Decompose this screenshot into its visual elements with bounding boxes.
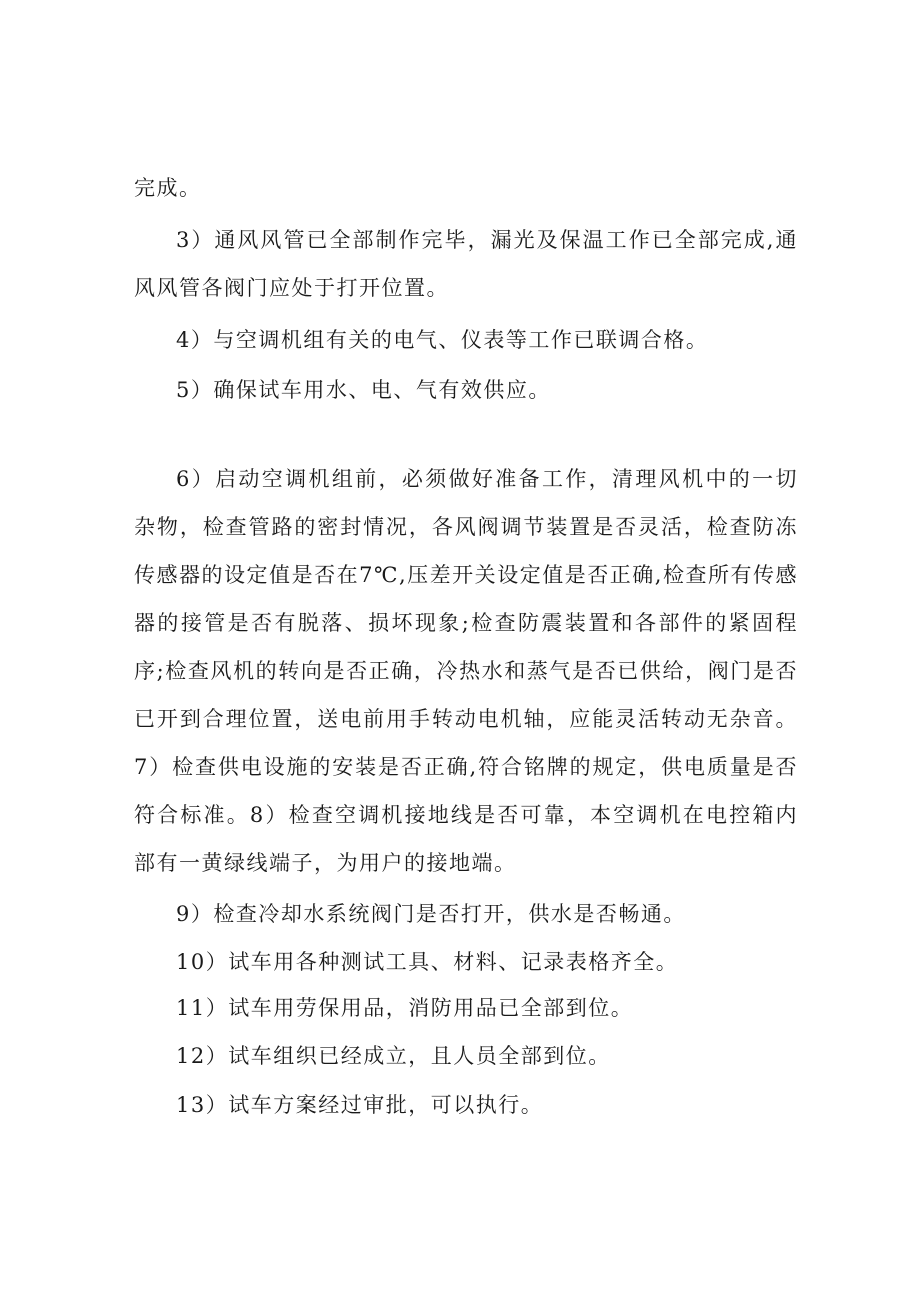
paragraph-item-4: 4）与空调机组有关的电气、仪表等工作已联调合格。 [176, 328, 709, 352]
paragraph-item-9: 9）检查冷却水系统阀门是否打开，供水是否畅通。 [176, 902, 686, 926]
paragraph-item-5: 5）确保试车用水、电、气有效供应。 [176, 378, 551, 402]
paragraph-intro: 完成。 [134, 176, 202, 200]
paragraph-item-10: 10）试车用各种测试工具、材料、记录表格齐全。 [176, 950, 679, 974]
paragraph-item-6: 6）启动空调机组前，必须做好准备工作，清理风机中的一切杂物，检查管路的密封情况，各风阀调节装置是否灵活，检查防冻传感器的设定值是否在7℃,压差开关设定值是否正确,检查所有传感器的接管是否有脱落、损坏现象;检查防震装置和各部件的紧固程序;检查风机的转向是否正确，冷热水和蒸气是否已供给，阀门是否已开到合理位置，送电前用手转动电机轴，应能灵活转动无杂音。7）检查供电设施的安装是否正确,符合铭牌的规定，供电质量是否符合标准。8）检查空调机接地线是否可靠，本空调机在电控箱内部有一黄绿线端子，为用户的接地端。 [134, 467, 798, 875]
paragraph-item-12: 12）试车组织已经成立，且人员全部到位。 [176, 1044, 611, 1068]
paragraph-item-13: 13）试车方案经过审批，可以执行。 [176, 1093, 544, 1117]
paragraph-item-11: 11）试车用劳保用品，消防用品已全部到位。 [176, 996, 634, 1020]
paragraph-item-3: 3）通风风管已全部制作完毕，漏光及保温工作已全部完成,通风风管各阀门应处于打开位置。 [134, 228, 798, 300]
